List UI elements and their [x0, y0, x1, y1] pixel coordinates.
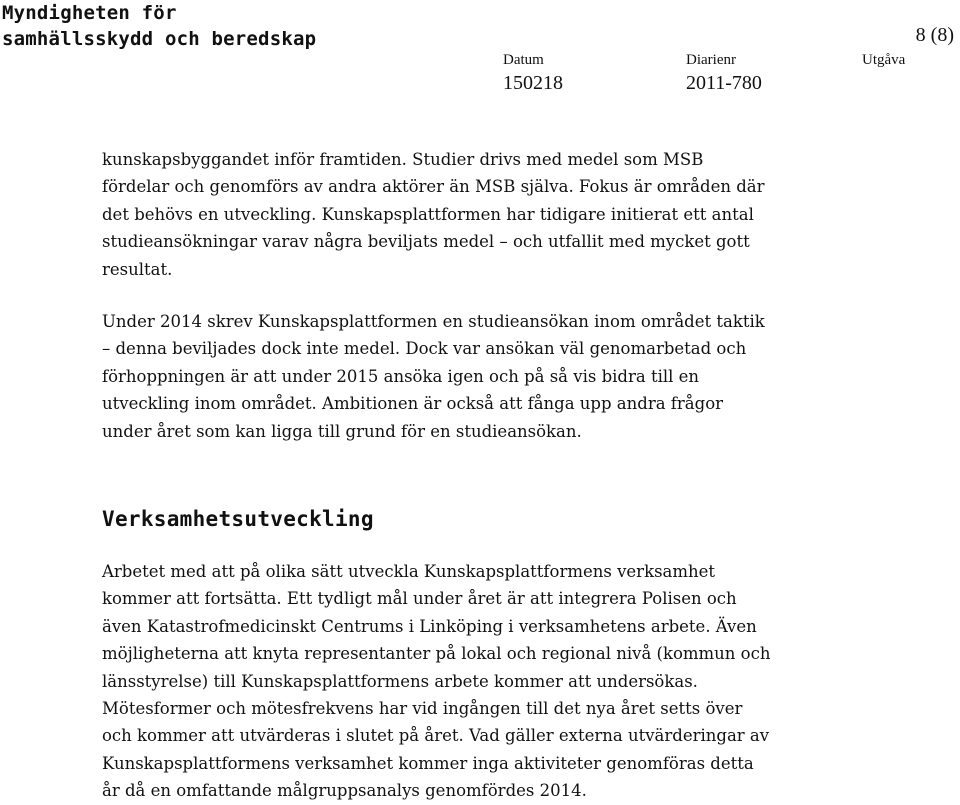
text-line: fördelar och genomförs av andra aktörer än MSB själva. Fokus är områden där [102, 177, 765, 197]
text-line: Kunskapsplattformens verksamhet kommer inga aktiviteter genomföras detta [102, 753, 754, 773]
text-line: Under 2014 skrev Kunskapsplattformen en studieansökan inom området taktik [102, 312, 765, 331]
text-line: Mötesformer och mötesfrekvens har vid ingången till det nya året setts över [102, 699, 743, 719]
paragraph-study-application [102, 308, 952, 445]
text-line: förhoppningen är att under 2015 ansöka igen och på så vis bidra till en [102, 366, 700, 386]
text-line: studieansökningar varav några beviljats medel – och utfallit med mycket gott [102, 232, 750, 252]
utgava-label: Utgåva [862, 52, 906, 68]
document-metadata [500, 50, 960, 96]
text-line: och kommer att utvärderas i slutet på året. Vad gäller externa utvärderingar av [102, 726, 770, 746]
text-line: – denna beviljades dock inte medel. Dock var ansökan väl genomarbetad och [102, 339, 747, 359]
meta-diarienr [686, 50, 762, 96]
text-line: kommer att fortsätta. Ett tydligt mål under året är att integrera Polisen och [102, 589, 737, 609]
text-line: även Katastrofmedicinskt Centrums i Linköping i verksamhetens arbete. Även [102, 616, 757, 636]
datum-value: 150218 [503, 72, 563, 94]
text-line: utveckling inom området. Ambitionen är också att fånga upp andra frågor [102, 394, 724, 414]
text-line: kunskapsbyggandet inför framtiden. Studier drivs med medel som MSB [102, 150, 704, 169]
text-line: resultat. [102, 259, 173, 279]
organization-name-line1: Myndigheten för [2, 2, 177, 24]
datum-label: Datum [503, 52, 544, 68]
meta-datum [503, 50, 563, 96]
text-line: under året som kan ligga till grund för en studieansökan. [102, 421, 582, 441]
paragraph-development [102, 558, 952, 805]
organization-name-line2: samhällsskydd och beredskap [2, 28, 317, 50]
page-number: 8 (8) [915, 24, 954, 46]
diarienr-value: 2011-780 [686, 72, 762, 94]
organization-name [2, 0, 316, 52]
text-line: Arbetet med att på olika sätt utveckla Kunskapsplattformens verksamhet [102, 562, 716, 581]
section-heading: Verksamhetsutveckling [102, 507, 374, 531]
paragraph-studies [102, 146, 952, 283]
text-line: länsstyrelse) till Kunskapsplattformens arbete kommer att undersökas. [102, 671, 698, 691]
text-line: det behövs en utveckling. Kunskapsplattformen har tidigare initierat ett antal [102, 204, 754, 224]
diarienr-label: Diarienr [686, 52, 736, 68]
meta-utgava [862, 50, 905, 70]
text-line: år då en omfattande målgruppsanalys genomfördes 2014. [102, 781, 587, 801]
text-line: möjligheterna att knyta representanter på lokal och regional nivå (kommun och [102, 644, 771, 664]
